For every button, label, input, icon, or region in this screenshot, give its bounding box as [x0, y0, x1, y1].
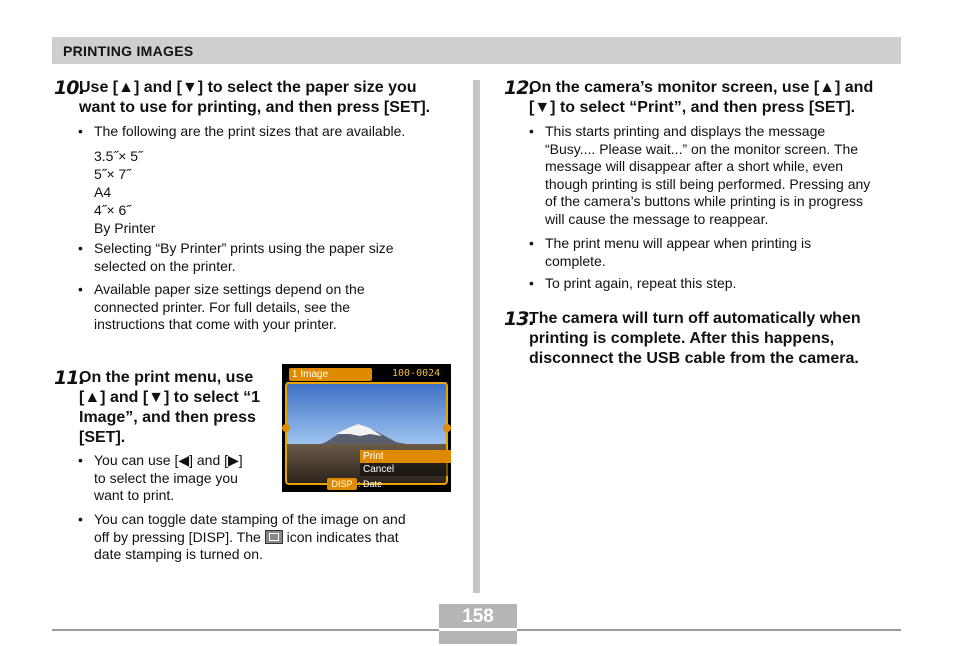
bullet-dot: •: [78, 123, 83, 139]
step-11-heading: On the print menu, use [▲] and [▼] to select “1 Image”, and then press [SET].: [79, 369, 261, 446]
bullet-dot: •: [78, 281, 83, 297]
date-label: : Date: [358, 479, 383, 489]
right-arrow-icon: [443, 424, 451, 432]
step-11-number: 11.: [54, 367, 85, 389]
size-item: 4˝× 6˝: [94, 202, 131, 218]
step-10-line-2: want to use for printing, and then press [SET].: [79, 99, 431, 116]
size-item: 3.5˝× 5˝: [94, 148, 143, 164]
section-header: [52, 37, 901, 64]
size-item: By Printer: [94, 220, 156, 236]
disp-label: DISP: [327, 478, 357, 490]
date-stamp-icon: [265, 530, 283, 544]
bullet-dot: •: [529, 275, 534, 291]
page-number-box: [439, 604, 517, 644]
step-12-heading: On the camera’s monitor screen, use [▲] and [▼] to select “Print”, and then press [SET].: [529, 79, 874, 116]
page-box-band: [439, 628, 517, 631]
section-title: PRINTING IMAGES: [63, 43, 194, 59]
step-10-line-1: Use [▲] and [▼] to select the paper size you: [79, 79, 417, 96]
bullet-dot: •: [78, 511, 83, 527]
step-13-number: 13.: [504, 308, 535, 330]
size-item: 5˝× 7˝: [94, 166, 131, 182]
file-number: 100-0024: [392, 368, 441, 379]
page-number: 158: [462, 606, 494, 627]
step-10-heading: [79, 78, 430, 118]
step-13-heading: The camera will turn off automatically when printing is complete. After this happens, disconnect the USB cable from the camera.: [529, 310, 861, 367]
step-12-number: 12.: [504, 77, 535, 99]
bullet-dot: •: [78, 452, 83, 468]
print-size-list: [94, 147, 155, 237]
size-item: A4: [94, 184, 112, 200]
camera-screen-image: [282, 364, 451, 492]
bullet-dot: •: [529, 235, 534, 251]
step-10-number: 10.: [54, 77, 85, 99]
menu-print-option: Print: [360, 450, 451, 463]
left-arrow-icon: [282, 424, 290, 432]
bullet-dot: •: [529, 123, 534, 139]
column-divider: [473, 80, 480, 593]
menu-cancel-option: Cancel: [360, 463, 451, 476]
image-count-label: 1 Image: [289, 368, 372, 381]
bullet-dot: •: [78, 240, 83, 256]
